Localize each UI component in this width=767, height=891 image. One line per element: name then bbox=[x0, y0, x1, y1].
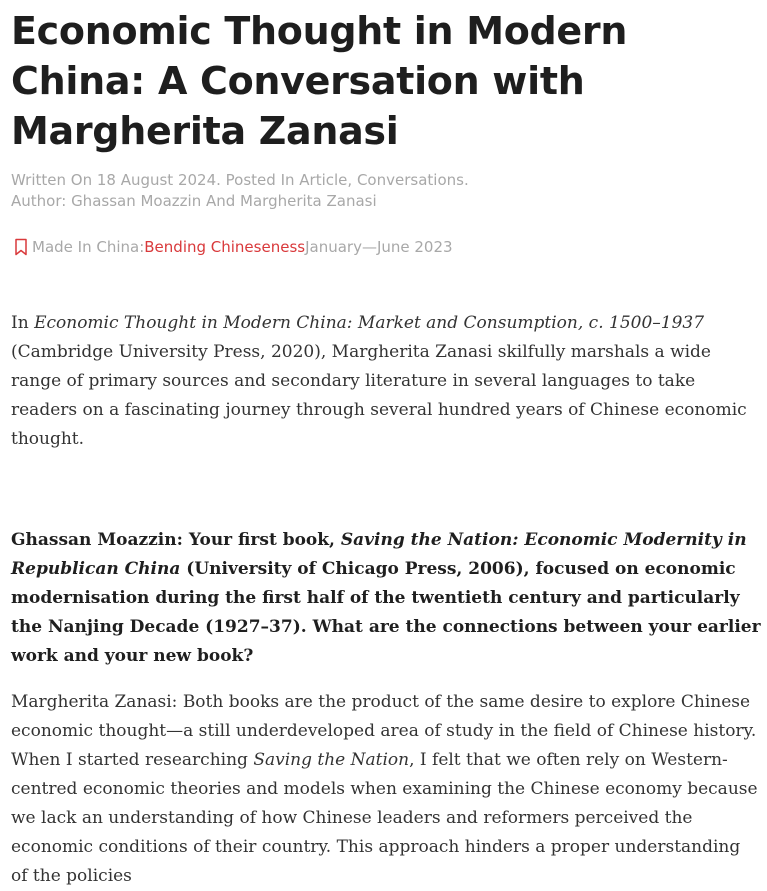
intro-post: (Cambridge University Press, 2020), Margherita Zanasi skilfully marshals a wide range of primary sources and secondary literature in several languages to take readers on a fascinating journey through several hundred years of Chinese economic thought. bbox=[11, 342, 747, 449]
answer-book-title: Saving the Nation bbox=[253, 750, 410, 770]
issue-prefix: Made In China: bbox=[32, 238, 145, 256]
post-author bbox=[11, 191, 761, 212]
answer-post: , I felt that we often rely on Western-centred economic theories and models when examining the Chinese economy because we lack an understanding of how Chinese leaders and reformers perceived the economic conditions of their country. This approach hinders a proper understanding of the policies bbox=[11, 750, 758, 886]
meta-period: . bbox=[463, 171, 469, 189]
intro-book-title: Economic Thought in Modern China: Market and Consumption, c. 1500–1937 bbox=[34, 313, 705, 333]
intro-paragraph bbox=[11, 309, 761, 454]
post-date-categories bbox=[11, 170, 761, 191]
category-link-conversations[interactable]: Conversations bbox=[356, 171, 464, 189]
question-pre: Ghassan Moazzin: Your first book, bbox=[11, 530, 341, 550]
issue-link[interactable]: Bending Chineseness bbox=[144, 238, 306, 256]
intro-pre: In bbox=[11, 313, 35, 333]
interview-answer bbox=[11, 688, 761, 891]
author-link[interactable]: Ghassan Moazzin And Margherita Zanasi bbox=[71, 192, 377, 210]
article bbox=[11, 0, 761, 891]
category-separator: , bbox=[347, 171, 357, 189]
category-link-article[interactable]: Article bbox=[299, 171, 348, 189]
issue-date: January—June 2023 bbox=[305, 238, 453, 256]
written-on-text: Written On 18 August 2024. Posted In bbox=[11, 171, 300, 189]
question-book-title: Saving the Nation: Economic Modernity in Republican China bbox=[11, 530, 747, 579]
bookmark-icon bbox=[13, 238, 29, 256]
question-post: (University of Chicago Press, 2006), focused on economic modernisation during the first half of the twentieth century and particularly the Nanjing Decade (1927–37). What are the connections between your earlier work and your new book? bbox=[11, 559, 761, 666]
answer-pre: Margherita Zanasi: Both books are the product of the same desire to explore Chinese economic thought—a still underdeveloped area of study in the field of Chinese history. When I started researching bbox=[11, 692, 757, 770]
post-meta bbox=[11, 170, 761, 212]
issue-reference bbox=[11, 237, 761, 257]
author-label: Author: bbox=[11, 192, 72, 210]
interview-question bbox=[11, 526, 761, 671]
page-title: Economic Thought in Modern China: A Conversation with Margherita Zanasi bbox=[11, 9, 628, 153]
